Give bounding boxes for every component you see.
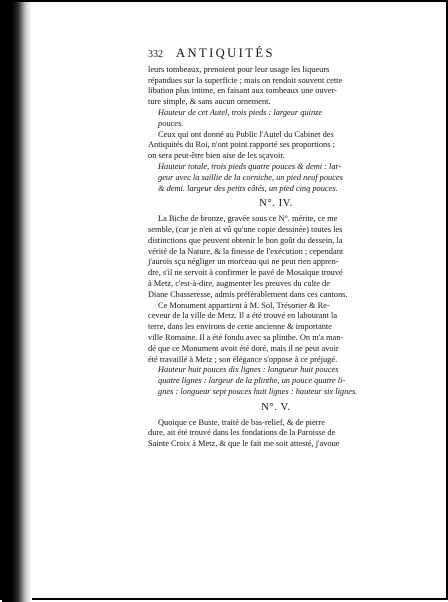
paragraph-biche [148, 214, 404, 300]
text-line: été travaillé à Metz ; son élégance s'oppose à ce préjugé. [148, 354, 338, 364]
section-heading-iv: N°. IV. [259, 198, 293, 210]
section-heading-v: N°. V. [261, 401, 291, 413]
text-line: Ce Monument appartient à M. Sol, Trésorier & Re- [158, 300, 330, 310]
text-line: ville Romaine. Il a été fondu avec sa plinthe. On m'a man- [148, 332, 344, 342]
text-line: on sera peut-être bien aise de les sçavoir. [148, 151, 285, 161]
text-line: dure, ait été trouvé dans les fondations de la Paroisse de [148, 428, 336, 438]
text-line: La Biche de bronze, gravée sous ce N°. mérite, ce me [158, 214, 338, 224]
running-head [148, 48, 404, 61]
text-line: leurs tombeaux, prenoient pour leur usage les liqueurs [148, 64, 330, 74]
text-line: Diane Chasseresse, admis préférablement dans ces cantons. [148, 289, 348, 299]
text-line: geur avec la saillie de la corniche, un pied neuf pouces [158, 172, 343, 182]
book-page [148, 48, 404, 450]
text-line: dé que ce Monument avoit été doré, mais il ne peut avoir [148, 343, 339, 353]
text-line: j'aurois sçu négliger un morceau qui ne peut rien appren- [148, 257, 339, 267]
paragraph-monument [148, 301, 404, 366]
text-line: & demi. largeur des petits côtés, un pied cinq pouces. [158, 183, 338, 193]
text-line: semble, (car je n'en ai vû qu'une copie dessinée) toutes les [148, 224, 343, 234]
text-line: Sainte Croix à Metz, & que le fait me soit attesté, j'avoue [148, 439, 340, 449]
paragraph-cabinet [148, 130, 404, 162]
text-line: Ceux qui ont donné au Public l'Autel du Cabinet des [158, 129, 334, 139]
text-line: distinctions que peuvent obtenir le bon goût du dessein, la [148, 235, 343, 245]
text-line: terre, dans les environs de cette ancienne & importante [148, 322, 332, 332]
text-line: Hauteur de cet Autel, trois pieds : largeur quinze [158, 107, 323, 117]
text-line: Hauteur totale, trois pieds quatre pouces & demi : lar- [158, 161, 342, 171]
text-line: Hauteur huit pouces dix lignes : longueur huit pouces [158, 365, 339, 375]
running-title: ANTIQUITÉS [176, 46, 275, 60]
paragraph-buste [148, 418, 404, 450]
text-line: ture simple, & sans aucun ornement. [148, 97, 271, 107]
text-line: Quoique ce Buste, traité de bas-relief, & de pierre [158, 417, 325, 427]
dimensions-biche [148, 365, 404, 397]
text-line: ceveur de la ville de Metz. Il a été trouvé en labourant la [148, 311, 338, 321]
text-line: dre, s'il ne servoit à confirmer le pavé de Mosaïque trouvé [148, 268, 343, 278]
text-line: gnes : longueur sept pouces huit lignes : hauteur six lignes. [158, 386, 358, 396]
text-line: à Metz, c'est-à-dire, augmenter les preuves du culte de [148, 278, 330, 288]
page-number: 332 [148, 49, 163, 60]
text-line: quatre lignes : largeur de la plinthe, un pouce quatre li- [158, 376, 346, 386]
text-line: répandues sur la superficie ; mais on rendoit souvent cette [148, 75, 343, 85]
dimensions-autel [148, 108, 404, 130]
text-line: vérité de la Nature, & la finesse de l'exécution ; cependant [148, 246, 344, 256]
dimensions-totale [148, 162, 404, 194]
paragraph-libation [148, 65, 404, 108]
book-spine-shadow [2, 2, 32, 602]
text-line: pouces. [158, 118, 184, 128]
text-line: libation plus intime, en faisant aux tombeaux une ouver- [148, 86, 337, 96]
text-line: Antiquités du Roi, n'ont point rapporté ses proportions ; [148, 140, 335, 150]
